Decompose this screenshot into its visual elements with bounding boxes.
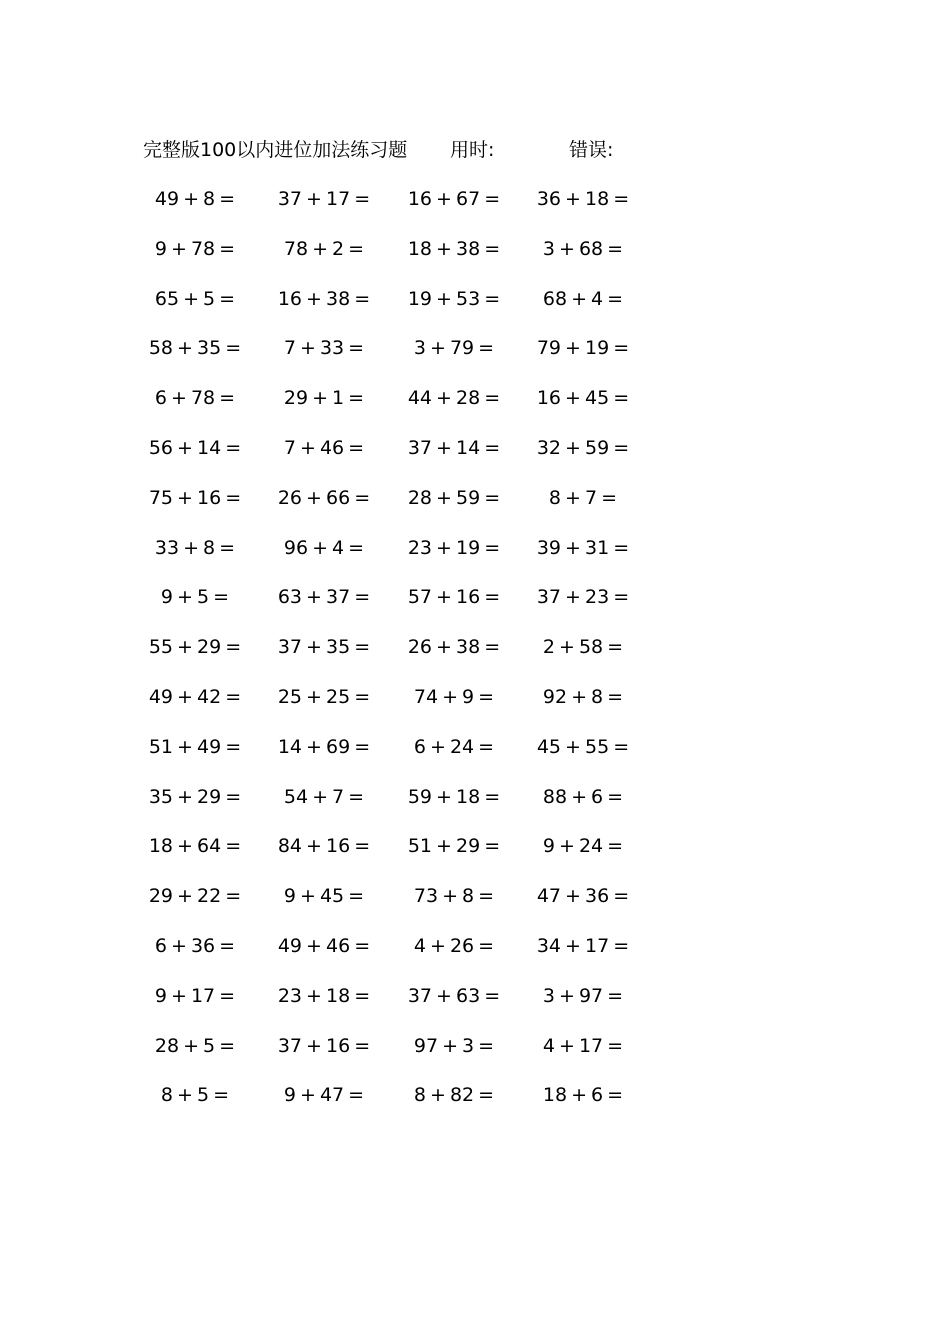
problem-item: 6 + 36 = xyxy=(154,934,236,957)
problem-item: 3 + 79 = xyxy=(413,337,495,360)
problem-item: 16 + 67 = xyxy=(407,188,501,210)
problem-item: 65 + 5 = xyxy=(154,287,236,310)
problem-item: 6 + 24 = xyxy=(413,735,495,758)
problem-row xyxy=(140,683,624,733)
problem-row xyxy=(140,334,630,384)
problem-item: 49 + 42 = xyxy=(148,685,242,708)
problem-item: 75 + 16 = xyxy=(148,486,242,509)
problem-item: 97 + 3 = xyxy=(413,1034,495,1057)
problem-item: 33 + 8 = xyxy=(154,536,236,559)
problem-item: 28 + 5 = xyxy=(154,1034,236,1057)
problem-item: 6 + 78 = xyxy=(154,387,236,410)
problem-row xyxy=(140,384,630,434)
problem-item: 37 + 35 = xyxy=(277,636,371,659)
problem-item: 2 + 58 = xyxy=(542,636,624,659)
problem-item: 18 + 6 = xyxy=(542,1084,624,1107)
problem-item: 96 + 4 = xyxy=(283,536,365,559)
problem-item: 51 + 49 = xyxy=(148,735,242,758)
problem-item: 37 + 23 = xyxy=(536,586,630,609)
problem-item: 54 + 7 = xyxy=(283,785,365,808)
problem-item: 26 + 38 = xyxy=(407,636,501,659)
problem-item: 26 + 66 = xyxy=(277,486,371,509)
problem-item: 47 + 36 = xyxy=(536,885,630,908)
problem-row xyxy=(140,484,620,534)
problem-item: 84 + 16 = xyxy=(277,835,371,858)
problem-item: 57 + 16 = xyxy=(407,586,501,609)
problem-item: 73 + 8 = xyxy=(413,885,495,908)
problem-item: 9 + 17 = xyxy=(154,984,236,1007)
problem-item: 29 + 22 = xyxy=(148,885,242,908)
problem-row xyxy=(140,1032,624,1082)
problem-item: 7 + 33 = xyxy=(283,337,365,360)
problem-item: 8 + 5 = xyxy=(160,1084,230,1107)
problem-item: 8 + 7 = xyxy=(548,486,618,509)
problem-item: 56 + 14 = xyxy=(148,436,242,459)
problem-row xyxy=(140,783,624,833)
problem-item: 55 + 29 = xyxy=(148,636,242,659)
time-used-label: 用时: xyxy=(450,139,495,161)
problem-row xyxy=(140,534,630,584)
problem-item: 37 + 14 = xyxy=(407,436,501,459)
problem-item: 9 + 78 = xyxy=(154,237,236,260)
problem-item: 37 + 16 = xyxy=(277,1034,371,1057)
problem-item: 59 + 18 = xyxy=(407,785,501,808)
problem-item: 79 + 19 = xyxy=(536,337,630,360)
problem-row xyxy=(140,982,624,1032)
problem-item: 28 + 59 = xyxy=(407,486,501,509)
problem-item: 19 + 53 = xyxy=(407,287,501,310)
problem-item: 9 + 24 = xyxy=(542,835,624,858)
problem-item: 34 + 17 = xyxy=(536,934,630,957)
problem-item: 78 + 2 = xyxy=(283,237,365,260)
problem-item: 4 + 17 = xyxy=(542,1034,624,1057)
errors-label: 错误: xyxy=(569,139,614,161)
problem-item: 51 + 29 = xyxy=(407,835,501,858)
problem-row xyxy=(140,583,630,633)
problem-item: 45 + 55 = xyxy=(536,735,630,758)
problem-row xyxy=(140,285,624,335)
problem-item: 7 + 46 = xyxy=(283,436,365,459)
problem-item: 29 + 1 = xyxy=(283,387,365,410)
problem-item: 37 + 63 = xyxy=(407,984,501,1007)
worksheet-title: 完整版100以内进位加法练习题 xyxy=(143,139,408,161)
problem-row xyxy=(140,733,630,783)
problem-item: 58 + 35 = xyxy=(148,337,242,360)
problem-row xyxy=(140,633,624,683)
problem-grid xyxy=(140,185,630,1131)
problem-item: 16 + 45 = xyxy=(536,387,630,410)
problem-item: 8 + 82 = xyxy=(413,1084,495,1107)
problem-item: 74 + 9 = xyxy=(413,685,495,708)
problem-item: 3 + 97 = xyxy=(542,984,624,1007)
problem-item: 9 + 45 = xyxy=(283,885,365,908)
problem-item: 68 + 4 = xyxy=(542,287,624,310)
problem-item: 32 + 59 = xyxy=(536,436,630,459)
problem-item: 63 + 37 = xyxy=(277,586,371,609)
problem-item: 9 + 5 = xyxy=(160,586,230,609)
problem-item: 92 + 8 = xyxy=(542,685,624,708)
problem-item: 3 + 68 = xyxy=(542,237,624,260)
problem-row xyxy=(140,185,630,235)
problem-item: 49 + 8 = xyxy=(154,188,236,210)
problem-row xyxy=(140,882,630,932)
problem-item: 14 + 69 = xyxy=(277,735,371,758)
problem-item: 9 + 47 = xyxy=(283,1084,365,1107)
problem-item: 4 + 26 = xyxy=(413,934,495,957)
problem-row xyxy=(140,434,630,484)
problem-item: 39 + 31 = xyxy=(536,536,630,559)
problem-item: 37 + 17 = xyxy=(277,188,371,210)
problem-item: 49 + 46 = xyxy=(277,934,371,957)
problem-item: 23 + 18 = xyxy=(277,984,371,1007)
problem-item: 35 + 29 = xyxy=(148,785,242,808)
problem-item: 23 + 19 = xyxy=(407,536,501,559)
problem-item: 16 + 38 = xyxy=(277,287,371,310)
problem-item: 36 + 18 = xyxy=(536,188,630,210)
problem-item: 44 + 28 = xyxy=(407,387,501,410)
problem-item: 88 + 6 = xyxy=(542,785,624,808)
problem-row xyxy=(140,932,630,982)
problem-item: 18 + 64 = xyxy=(148,835,242,858)
problem-row xyxy=(140,1081,624,1131)
problem-row xyxy=(140,832,624,882)
problem-item: 18 + 38 = xyxy=(407,237,501,260)
problem-item: 25 + 25 = xyxy=(277,685,371,708)
problem-row xyxy=(140,235,624,285)
